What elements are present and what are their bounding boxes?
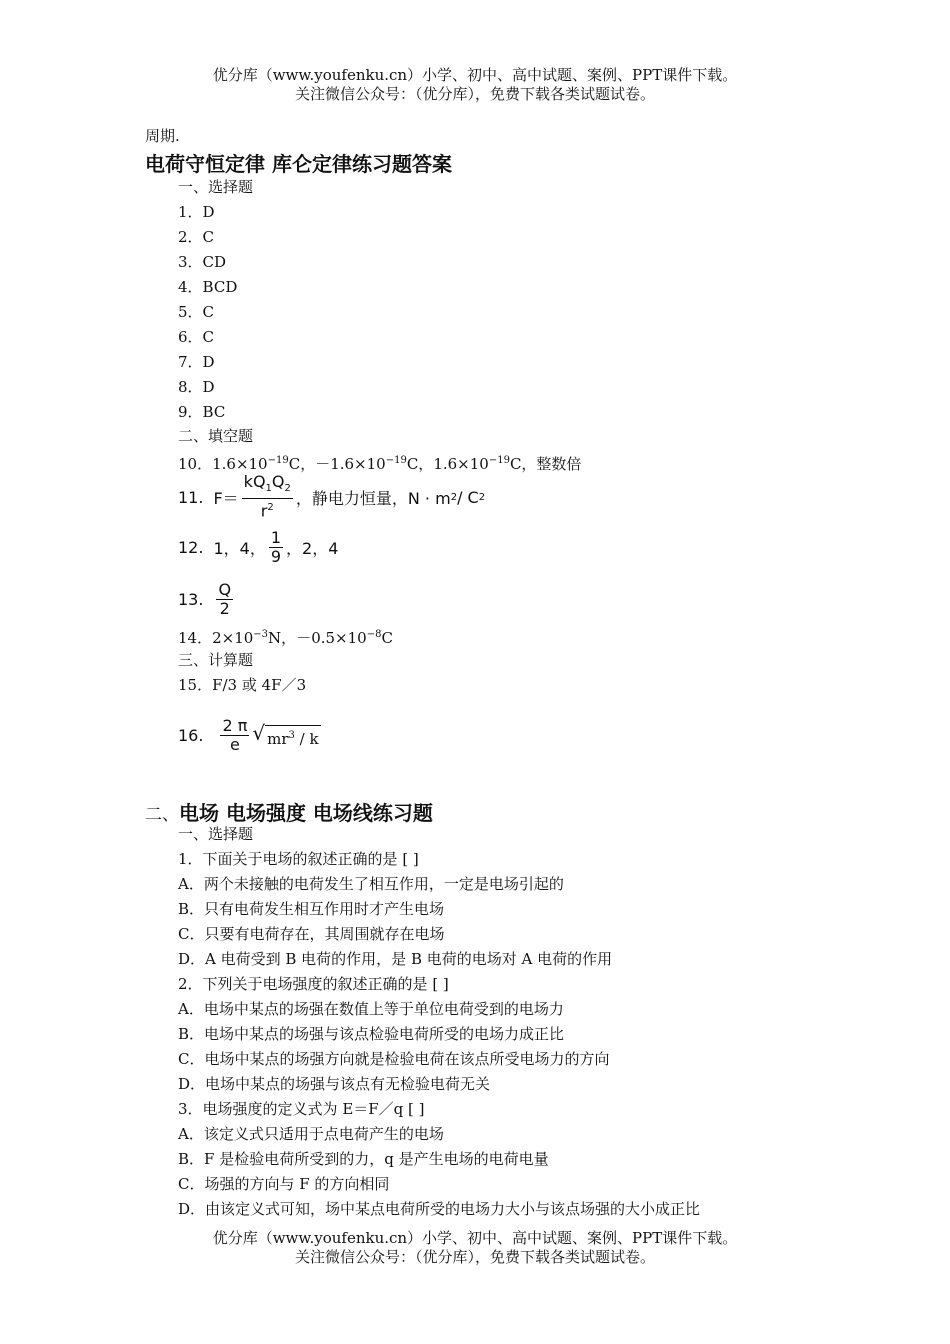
answer-10-b: －1.6×10: [315, 455, 386, 473]
answer-11-rest-exp: 2: [450, 491, 458, 503]
exercise-line: A．两个未接触的电荷发生了相互作用，一定是电场引起的: [178, 875, 564, 893]
answer-11-rest2-exp: 2: [478, 491, 486, 503]
answer-16-root-rest: / k: [294, 729, 319, 748]
exercise-line: 3．电场强度的定义式为 E＝F／q [ ]: [178, 1100, 425, 1118]
answer-16-root-exp: 3: [288, 729, 295, 741]
footer-line-1: 优分库（www.youfenku.cn）小学、初中、高中试题、案例、PPT课件下载。: [212, 1229, 738, 1247]
answer-12: [178, 524, 338, 570]
answer-13-num: 13.: [178, 589, 204, 609]
exercise-line: D．由该定义式可知，场中某点电荷所受的电场力大小与该点场强的大小成正比: [178, 1200, 701, 1218]
answer-11-num: 11.: [178, 487, 204, 507]
page-header: [0, 66, 950, 104]
answer-choice-item: 5．C: [178, 303, 215, 321]
exercise-line: D．A 电荷受到 B 电荷的作用，是 B 电荷的电场对 A 电荷的作用: [178, 950, 613, 968]
intro-text: 周期.: [145, 127, 180, 145]
page-footer: [0, 1229, 950, 1267]
exercise-line: A．该定义式只适用于点电荷产生的电场: [178, 1125, 444, 1143]
exercise-title-text: 电场 电场强度 电场线练习题: [179, 801, 433, 825]
answer-10-c: 1.6×10: [433, 455, 489, 473]
exercise-title: [145, 797, 433, 826]
answer-16-frac-den: e: [229, 734, 240, 754]
answer-10-c-exp: −19: [488, 455, 510, 466]
exercise-line: B．F 是检验电荷所受到的力，q 是产生电场的电荷电量: [178, 1150, 549, 1168]
answer-10-a-unit: C，: [288, 455, 316, 473]
answers-section-choice: 一、选择题: [178, 178, 254, 196]
answer-12-num: 12.: [178, 537, 204, 557]
answer-11-q2: Q: [271, 472, 285, 492]
answer-14-a-exp: −3: [253, 629, 269, 640]
answer-choice-item: 3．CD: [178, 253, 227, 271]
answer-11-denominator: r: [260, 501, 268, 521]
answer-14-num: 14．: [178, 629, 213, 647]
answer-choice-item: 7．D: [178, 353, 215, 371]
answer-14-b: －0.5×10: [296, 629, 367, 647]
answer-14-a: 2×10: [212, 629, 254, 647]
answer-16-num: 16.: [178, 725, 204, 745]
answers-title: 电荷守恒定律 库仑定律练习题答案: [145, 152, 452, 176]
exercise-line: D．电场中某点的场强与该点有无检验电荷无关: [178, 1075, 491, 1093]
answer-11-den-exp: 2: [267, 502, 274, 514]
answer-13-frac-den: 2: [219, 598, 230, 618]
answers-section-fill: 二、填空题: [178, 427, 254, 445]
answer-14-b-unit: C: [381, 629, 393, 647]
answer-11-numerator: kQ: [243, 472, 266, 492]
answer-11-sub2: 2: [284, 483, 291, 495]
answer-12-fraction: [269, 529, 283, 566]
answer-10-c-unit: C，整数倍: [509, 455, 582, 473]
answer-16-fraction: [220, 717, 249, 754]
answer-12-a: 1，4，: [213, 538, 266, 558]
answer-15: 15．F/3 或 4F／3: [178, 676, 307, 694]
answer-13: [178, 576, 236, 622]
answer-16-root: mr: [267, 729, 289, 748]
exercise-title-prefix: 二、: [145, 805, 179, 825]
answer-13-fraction: [216, 581, 233, 618]
answer-10: [178, 451, 581, 474]
answer-16-sqrt: [252, 722, 320, 749]
header-line-2: 关注微信公众号：（优分库），免费下载各类试题试卷。: [294, 85, 655, 103]
answers-section-calc: 三、计算题: [178, 651, 254, 669]
sqrt-symbol-icon: √: [252, 720, 266, 745]
exercise-line: C．电场中某点的场强方向就是检验电荷在该点所受电场力的方向: [178, 1050, 610, 1068]
answer-16-frac-num: 2 π: [222, 715, 248, 735]
answer-11: [178, 474, 485, 520]
answer-choice-item: 6．C: [178, 328, 215, 346]
answer-10-a: 1.6×10: [212, 455, 268, 473]
answer-choice-item: 8．D: [178, 378, 215, 396]
answer-11-sub1: 1: [265, 483, 272, 495]
exercise-line: B．只有电荷发生相互作用时才产生电场: [178, 900, 445, 918]
answer-12-b: ，2，4: [286, 538, 339, 558]
answer-13-frac-num: Q: [218, 579, 232, 599]
answer-14-a-unit: N，: [268, 629, 297, 647]
answer-10-num: 10．: [178, 455, 213, 473]
answer-10-b-exp: −19: [385, 455, 407, 466]
exercise-line: C．只要有电荷存在，其周围就存在电场: [178, 925, 445, 943]
answer-14: [178, 625, 393, 648]
answer-11-rest2: / C: [457, 487, 479, 507]
answer-11-rest: ，静电力恒量，N · m: [295, 488, 451, 508]
header-line-1: 优分库（www.youfenku.cn）小学、初中、高中试题、案例、PPT课件下载。: [212, 66, 738, 84]
answer-10-b-unit: C，: [406, 455, 434, 473]
answer-16: [178, 710, 321, 760]
answer-14-b-exp: −8: [366, 629, 382, 640]
answer-11-lhs: F＝: [213, 488, 239, 508]
answer-10-a-exp: −19: [267, 455, 289, 466]
exercise-line: 1．下面关于电场的叙述正确的是 [ ]: [178, 850, 419, 868]
answer-12-frac-den: 9: [270, 546, 282, 566]
exercise-section-choice: 一、选择题: [178, 825, 254, 843]
exercise-line: A．电场中某点的场强在数值上等于单位电荷受到的电场力: [178, 1000, 564, 1018]
answer-11-fraction: [242, 473, 293, 521]
exercise-line: B．电场中某点的场强与该点检验电荷所受的电场力成正比: [178, 1025, 565, 1043]
exercise-line: 2．下列关于电场强度的叙述正确的是 [ ]: [178, 975, 449, 993]
answer-choice-item: 9．BC: [178, 403, 226, 421]
answer-choice-item: 1．D: [178, 203, 215, 221]
answer-choice-item: 2．C: [178, 228, 215, 246]
footer-line-2: 关注微信公众号：（优分库），免费下载各类试题试卷。: [294, 1248, 655, 1266]
answer-choice-item: 4．BCD: [178, 278, 238, 296]
exercise-line: C．场强的方向与 F 的方向相同: [178, 1175, 390, 1193]
answer-12-frac-num: 1: [270, 527, 282, 547]
